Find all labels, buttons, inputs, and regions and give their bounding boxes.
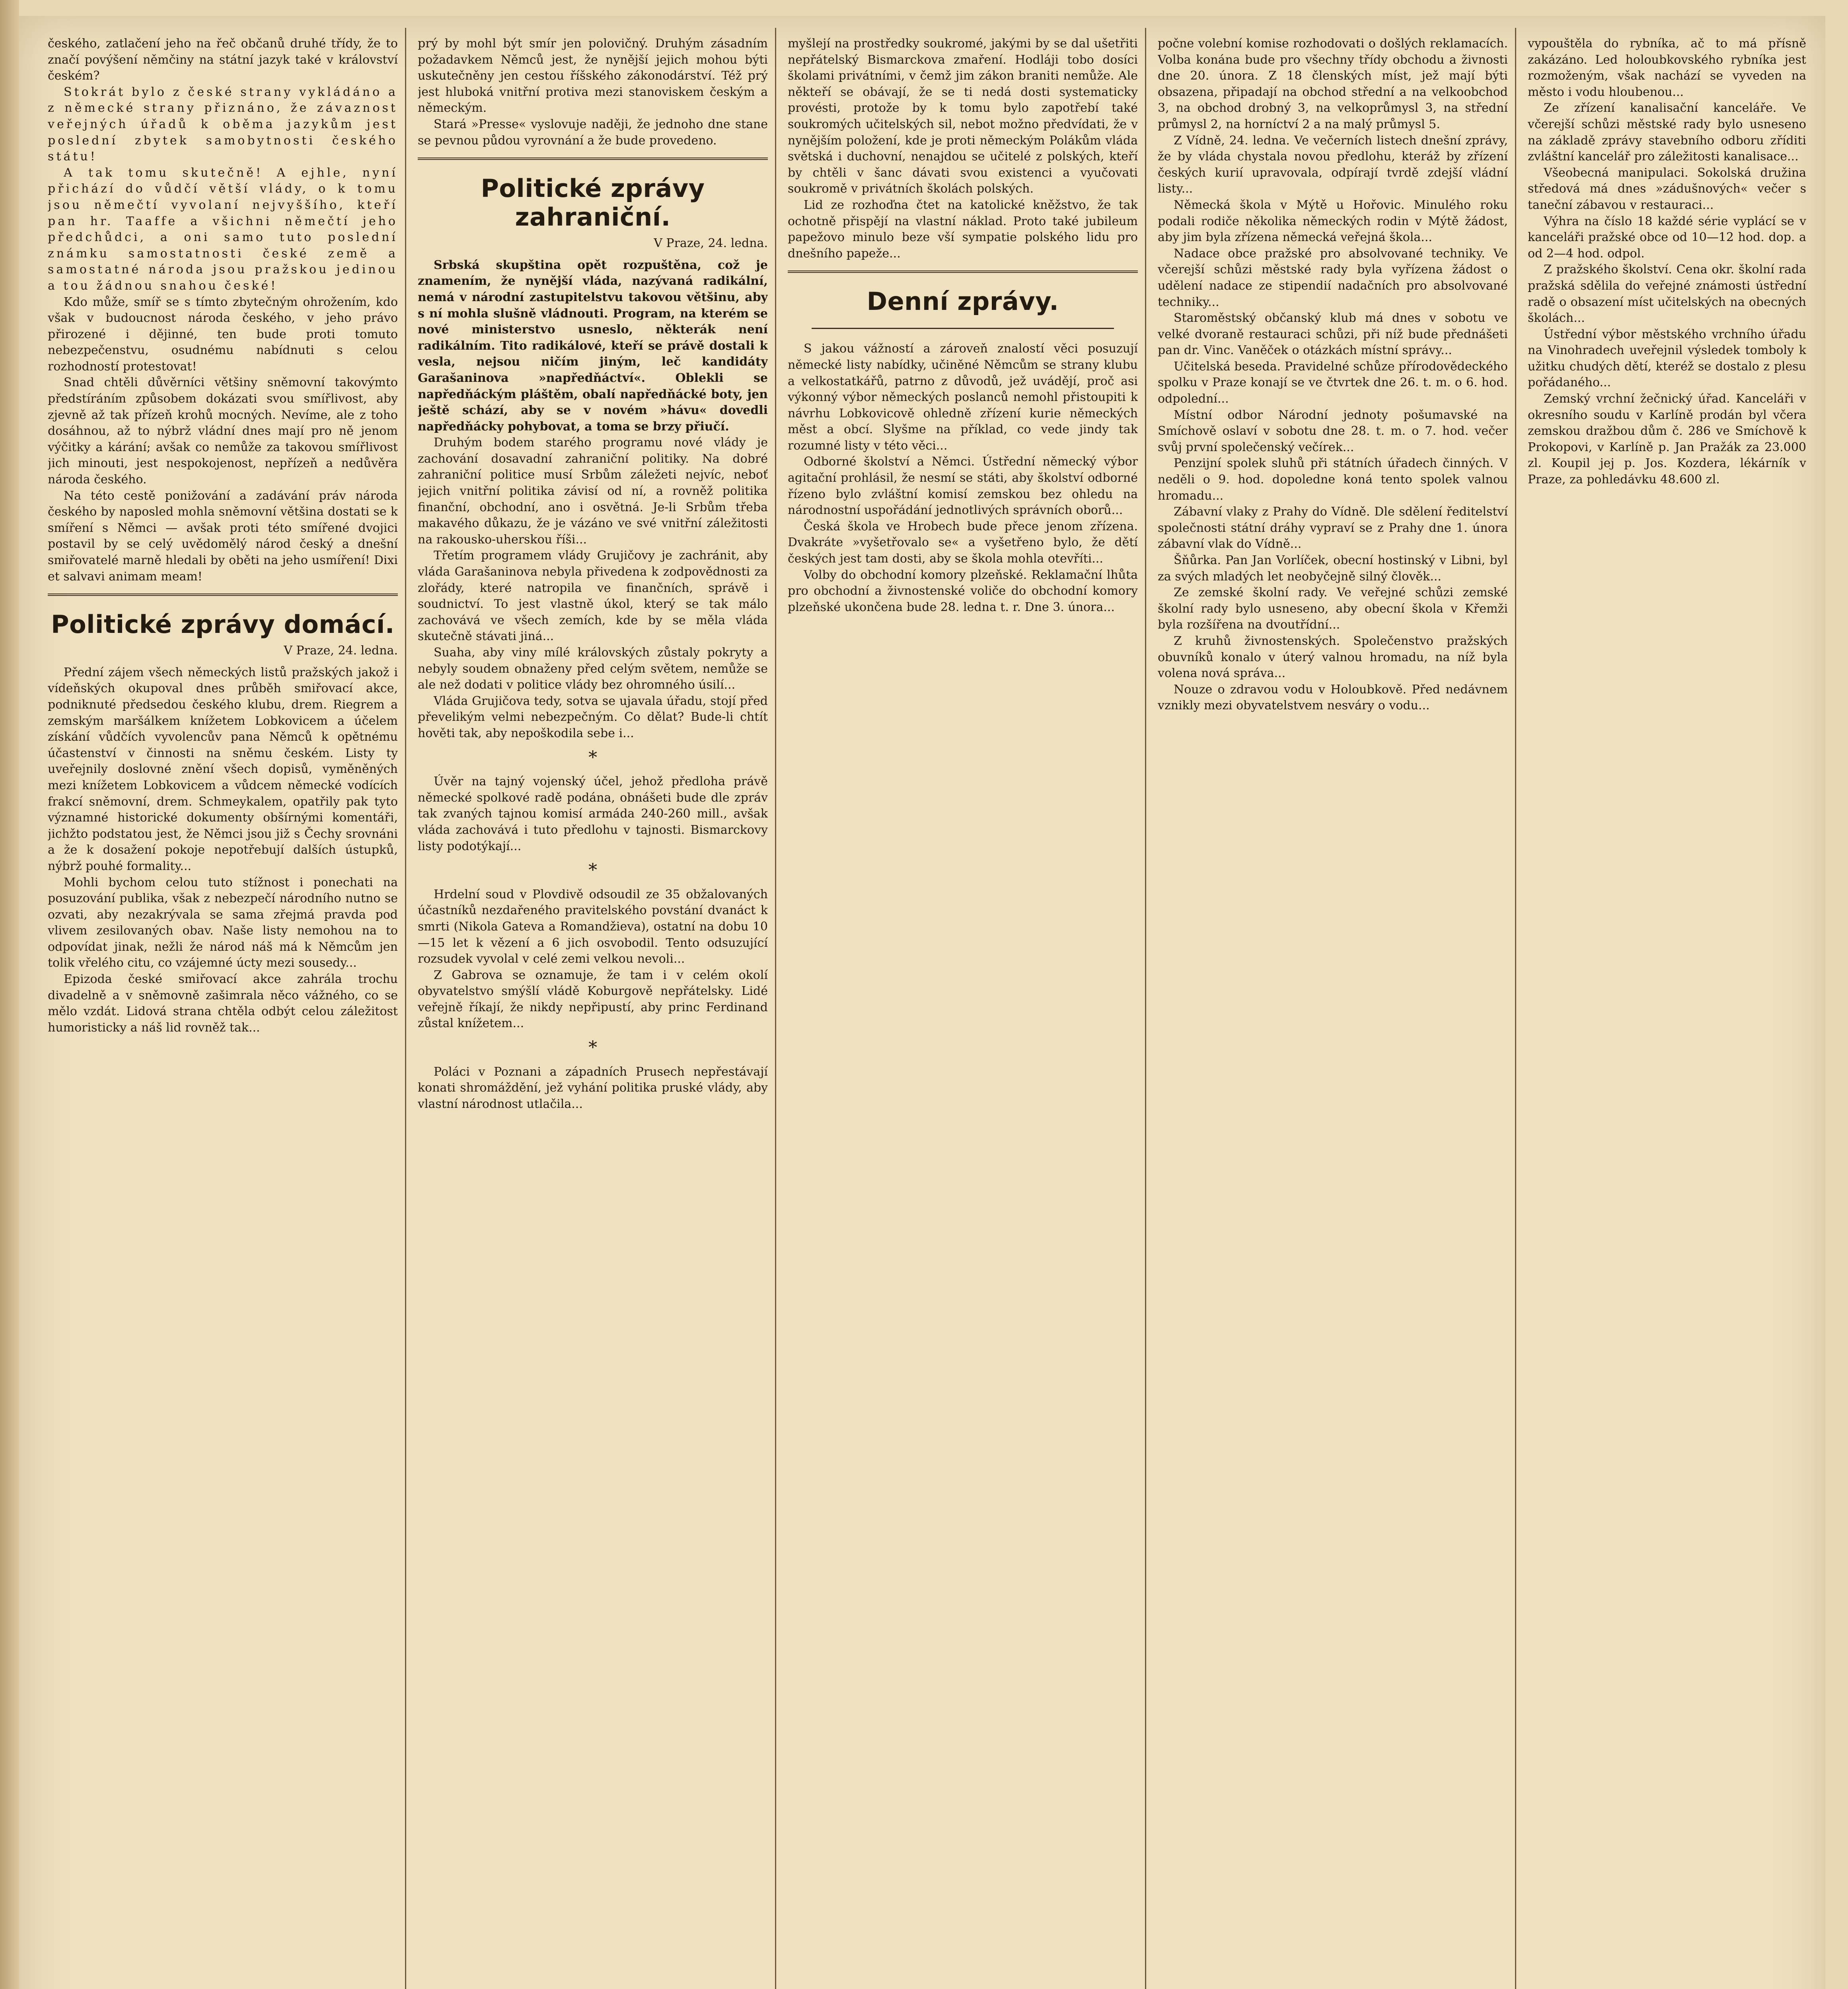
separator-asterisk: * <box>588 860 597 881</box>
article-text: Ze zemské školní rady. Ve veřejné schůzi zemské školní rady bylo usneseno, aby obecní škola v Křemži byla rozšířena na dvoutřídní... <box>1158 586 1508 632</box>
article-text: Vláda Grujičova tedy, sotva se ujavala úřadu, stojí před převelikým velmi nebezpečným. Co dělat? Bude-li chtít hověti tak, aby nepoškodila sebe i... <box>418 694 768 740</box>
column-rule <box>775 28 776 1989</box>
section-headline: Denní zprávy. <box>867 287 1059 316</box>
article-text: Výhra na číslo 18 každé série vyplácí se v kanceláři pražské obce od 10—12 hod. dop. a od 2—4 hod. odpol. <box>1528 214 1806 261</box>
article-text: Zemský vrchní žečnický úřad. Kanceláři v okresního soudu v Karlíně prodán byl včera zemskou dražbou dům č. 286 ve Smíchově k Prokopovi, v Karlíně p. Jan Pražák za 23.000 zl. Koupil jej p. Jos. Kozdera, lékárník v Praze, za pohledávku 48.600 zl. <box>1528 392 1806 487</box>
article-text: Nouze o zdravou vodu v Holoubkově. Před nedávnem vznikly mezi obyvatelstvem nesváry o vodu... <box>1158 682 1508 713</box>
article-text: Stokrát bylo z české strany vykládáno a z německé strany přiznáno, že závaznost veřejných úřadů k oběma jazykům jest poslední zbytek samobytnosti českého státu! <box>48 85 398 164</box>
article-text: Lid ze rozhoďna čtet na katolické kněžstvo, že tak ochotně přispějí na vlastní náklad. Proto také jubileum papežovo minulo beze vší sympatie polského lidu pro dnešního papeže... <box>788 198 1138 261</box>
column-5 <box>1528 36 1806 1989</box>
article-text: Z Gabrova se oznamuje, že tam i v celém okolí obyvatelstvo smýšlí vládě Koburgově nepřátelsky. Lidé veřejně říkají, že nikdy nepřipustí, aby princ Ferdinand zůstal knížetem... <box>418 968 768 1031</box>
article-text: Mohli bychom celou tuto stížnost i ponechati na posuzování publika, však z nebezpečí národního nutno se ozvati, aby nezakrývala se sama zřejmá pravda pod vlivem zesilovaných obav. Naše listy nemohou na to odpovídat jinak, nežli že národ náš má k Němcům jen tolik vřelého citu, co vzájemné úcty mezi sousedy... <box>48 875 398 970</box>
article-text: Učitelská beseda. Pravidelné schůze přírodovědeckého spolku v Praze konají se ve čtvrtek dne 26. t. m. o 6. hod. odpolední... <box>1158 359 1508 406</box>
article-text: Srbská skupština opět rozpuštěna, což je znamením, že nynější vláda, nazývaná radikální, nemá v národní zastupitelstvu takovou většinu, aby s ní mohla slušně vládnouti. Program, na kterém se nové ministerstvo usneslo, některák není radikálním. Tito radikálové, kteří se právě dostali k vesla, nejsou ničím jiným, leč kandidáty Garašaninova »napředňáctví«. Oblekli se napředňáckým pláštěm, obalí napředňácké boty, jen ještě schází, aby se v novém »hávu« dovedli napředňácky pohybovat, a toma se brzy přiučí. <box>418 258 768 434</box>
article-text: S jakou vážností a zároveň znalostí věci posuzují německé listy nabídky, učiněné Němcům se strany klubu a velkostatkářů, patrno z důvodů, jež uvádějí, proč asi výkonný výbor německých poslanců nemohl přistoupiti k návrhu Lobkovicově ohledně zřízení kurie německých měst a obcí. Slyšme na příklad, co vede jindy tak rozumné listy v této věci... <box>788 342 1138 453</box>
article-text: Z pražského školství. Cena okr. školní rada pražská sdělila do veřejné známosti ústřední radě o obsazení míst učitelských na obecných školách... <box>1528 263 1806 325</box>
article-text: vypouštěla do rybníka, ač to má přísně zakázáno. Led holoubkovského rybníka jest rozmoženým, však nachází se vyveden na město i vodu hloubenou... <box>1528 37 1806 99</box>
column-2 <box>418 36 768 1989</box>
section-divider <box>788 271 1138 273</box>
article-text: Česká škola ve Hrobech bude přece jenom zřízena. Dvakráte »vyšetřovalo se« a vyšetřeno bylo, že dětí českých jest tam dosti, aby se škola mohla otevříti... <box>788 519 1138 566</box>
column-rule <box>1145 28 1146 1989</box>
article-text: Poláci v Poznani a západních Prusech nepřestávají konati shromáždění, jež vyhání politika pruské vlády, aby vlastní národnost utlačila... <box>418 1065 768 1111</box>
article-text: A tak tomu skutečně! A ejhle, nyní přichází do vůdčí větší vlády, o k tomu jsou němečtí vyvolaní nejvyššího, kteří pan hr. Taaffe a všichni němečtí jeho předchůdci, a oni samo tuto poslední známku samostatnosti české země a samostatné národa jsou pražskou jedinou a tou žádnou snahou české! <box>48 165 398 293</box>
article-text: Staroměstský občanský klub má dnes v sobotu ve velké dvoraně restauraci schůzi, při níž bude přednášeti pan dr. Vinc. Vaněček o otázkách místní správy... <box>1158 311 1508 358</box>
section-divider <box>418 158 768 160</box>
page-binding-edge <box>0 0 19 1989</box>
article-text: prý by mohl být smír jen polovičný. Druhým zásadním požadavkem Němců jest, že nynější jejich mohou býti uskutečněny jen cestou říšského zákonodárství. Též prý jest hluboká vnitřní protiva mezi stanoviskem českým a německým. <box>418 37 768 115</box>
article-text: Přední zájem všech německých listů pražských jakož i vídeňských okupoval dnes průběh smiřovací akce, podniknuté předsedou českého klubu, drem. Riegrem a zemským maršálkem knížetem Lobkovicem a účelem získání vůdčích vyvolencův pana Němců k opětnému účastenství v činnosti na sněmu českém. Listy ty uveřejnily doslovné znění všech dopisů, vyměněných mezi knížetem Lobkovicem a vůdcem německé vodících frakcí sněmovní, drem. Schmeykalem, opatřily pak tyto významné historické dokumenty obšírnými komentáři, jichžto podstatou jest, že Němci jsou již s Čechy srovnáni a že k dosažení pokoje nepotřebují dalších ústupků, nýbrž pouhé formality... <box>48 665 398 873</box>
section-divider <box>812 328 1114 329</box>
section-divider <box>48 594 398 596</box>
article-text: Nadace obce pražské pro absolvované techniky. Ve včerejší schůzi městské rady byla vyřízena žádost o udělení nadace ze stipendií nadačních pro absolvované techniky... <box>1158 246 1508 309</box>
article-text: Volby do obchodní komory plzeňské. Reklamační lhůta pro obchodní a živnostenské voliče do obchodní komory plzeňské ukončena bude 28. ledna t. r. Dne 3. února... <box>788 568 1138 614</box>
article-text: Stará »Presse« vyslovuje naději, že jednoho dne stane se pevnou půdou vyrovnání a že bude provedeno. <box>418 117 768 148</box>
article-text: Penzijní spolek sluhů při státních úřadech činných. V neděli o 9. hod. dopoledne koná tento spolek valnou hromadu... <box>1158 456 1508 503</box>
dateline: V Praze, 24. ledna. <box>284 644 398 658</box>
article-text: Ze zřízení kanalisační kanceláře. Ve včerejší schůzi městské rady bylo usneseno na základě zprávy stavebního odboru zříditi zvláštní kancelář pro záležitosti kanalisace... <box>1528 101 1806 164</box>
dateline: V Praze, 24. ledna. <box>654 236 768 251</box>
article-text: Z Vídně, 24. ledna. Ve večerních listech dnešní zprávy, že by vláda chystala novou předlohu, kteráž by zřízení českých kurií upravovala, odpírají tvrdě zdejší vládní listy... <box>1158 133 1508 196</box>
article-text: Suaha, aby viny mílé královských zůstaly pokryty a nebyly soudem obnaženy před celým světem, nemůže se ale než dodati v politice vlády bez ohromného úsilí... <box>418 646 768 692</box>
article-text: Snad chtěli důvěrníci většiny sněmovní takovýmto předstíráním způsobem dokázati svou smířlivost, aby zjevně až tak přízeň krohů mocných. Nevíme, ale z toho dosáhnou, až to nýbrž vládní dnes mají pro ně jenom výčitky a kárání; avšak co nemůže za takovou smířlivost jich minouti, jest nespokojenost, nepřízeň a nedůvěra národa českého. <box>48 376 398 487</box>
separator-asterisk: * <box>588 747 597 768</box>
article-text: Místní odbor Národní jednoty pošumavské na Smíchově oslaví v sobotu dne 28. t. m. o 7. hod. večer svůj první společenský večírek... <box>1158 408 1508 454</box>
article-text: Úvěr na tajný vojenský účel, jehož předloha právě německé spolkové radě podána, obnášeti bude dle zpráv tak zvaných tajnou komisí armáda 240-260 mill., avšak vláda zachovává i tuto předlohu v tajnosti. Bismarckovy listy podotýkají... <box>418 775 768 853</box>
article-text: Zábavní vlaky z Prahy do Vídně. Dle sdělení ředitelství společnosti státní dráhy vypraví se z Prahy dne 1. února zábavní vlak do Vídně... <box>1158 505 1508 551</box>
article-text: Ústřední výbor městského vrchního úřadu na Vinohradech uveřejnil výsledek tomboly k užitku chudých dětí, kteréž se dostalo z plesu pořádaného... <box>1528 327 1806 390</box>
article-text: Všeobecná manipulaci. Sokolská družina středová má dnes »zádušnových« večer s taneční zábavou v restauraci... <box>1528 165 1806 212</box>
column-4 <box>1158 36 1508 1989</box>
column-rule <box>405 28 406 1989</box>
article-text: Hrdelní soud v Plovdivě odsoudil ze 35 obžalovaných účastníků nezdařeného pravitelského povstání dvanáct k smrti (Nikola Gateva a Romandžieva), ostatní na dobu 10—15 let k vězení a 6 jich osvobodil. Tento odsuzující rozsudek vyvolal v celé zemi velkou nevoli... <box>418 887 768 966</box>
article-text: počne volební komise rozhodovati o došlých reklamacích. Volba konána bude pro všechny třídy obchodu a živnosti dne 20. února. Z 18 členských míst, jež mají býti obsazena, připadají na obchod střední a na velkoobchod 3, na obchod drobný 3, na velkoprůmysl 3, na střední průmysl 2, na horníctví 2 a na malý průmysl 5. <box>1158 37 1508 131</box>
column-rule <box>1515 28 1516 1989</box>
section-headline: Politické zprávy zahraniční. <box>481 174 705 232</box>
article-text: Kdo může, smíř se s tímto zbytečným ohrožením, kdo však v budoucnost národa českého, v jeho právo přirozené i dějinné, ten bude proti tomuto nebezpečenstvu, osudnému nabídnuti s celou rozhodností protestovat! <box>48 295 398 374</box>
article-text: Na této cestě ponižování a zadávání práv národa českého by naposled mohla sněmovní většina dostati se k smíření s Němci — avšak proti této smířené dvojici postavil by se celý uvědomělý národ český a dnešní smiřovatelé marně hledali by oběti na jeho usmíření! Dixi et salvavi animam meam! <box>48 488 398 584</box>
article-text: Německá škola v Mýtě u Hořovic. Minulého roku podali rodiče několika německých rodin v Mýtě žádost, aby jim byla zřízena německá veřejná škola... <box>1158 198 1508 245</box>
column-3 <box>788 36 1138 1989</box>
article-text: Z kruhů živnostenských. Společenstvo pražských obuvníků konalo v úterý valnou hromadu, na níž byla volena nová správa... <box>1158 634 1508 681</box>
article-text: Šňůrka. Pan Jan Vorlíček, obecní hostinský v Libni, byl za svých mladých let neobyčejně silný člověk... <box>1158 553 1508 584</box>
article-text: myšlejí na prostředky soukromé, jakými by se dal ušetřiti nepřátelský Bismarckova zmaření. Hodláji tobo dosíci školami privátními, v čemž jim zákon braniti nemůže. Ale někteří se obávají, že se ti nedá dosti systematicky provésti, protože by k tomu bylo zapotřebí také soukromých učitelských sil, nebot možno předvídati, že v nynějším položení, kde je proti německým Polákům vláda světská i duchovní, nenajdou se učitelé z polských, kteří by chtěli v šanc dávati svou existenci a vyučovati soukromě v privátních školách polských. <box>788 37 1138 196</box>
article-text: Třetím programem vlády Grujičovy je zachránit, aby vláda Garašaninova nebyla přivedena k zodpovědnosti za zlořády, které natropila ve finančních, správě i soudnictví. To jest vlastně úkol, který se tak málo zachovává ve všech zemích, kde by se měla vláda skutečně stávati jiná... <box>418 549 768 644</box>
separator-asterisk: * <box>588 1037 597 1058</box>
article-text: Epizoda české smiřovací akce zahrála trochu divadelně a v sněmovně zašimrala něco vážného, co se mělo vzdát. Lidová strana chtěla odbýt celou záležitost humoristicky a náš lid rovněž tak... <box>48 972 398 1035</box>
article-text: českého, zatlačení jeho na řeč občanů druhé třídy, že to značí povýšení němčiny na státní jazyk také v království českém? <box>48 37 398 83</box>
article-text: Odborné školství a Němci. Ústřední německý výbor agitační prohlásil, že nesmí se státi, aby školství odborné řízeno bylo zvláštní komisí zemskou bez ohledu na národnostní uspořádání jednotlivých správních oborů... <box>788 455 1138 518</box>
section-headline: Politické zprávy domácí. <box>51 610 395 639</box>
column-1 <box>48 36 398 1989</box>
article-text: Druhým bodem starého programu nové vlády je zachování dosavadní zahraniční politiky. Na dobré zahraniční politice musí Srbům záležeti nejvíc, neboť jejich vnitřní politika závisí od ní, a rovněž politika finanční, obchodní, ano i osvětná. Je-li Srbům třeba makavého důkazu, že je vázáno ve své vnitřní záležitosti na rakousko-uherskou říši... <box>418 436 768 547</box>
